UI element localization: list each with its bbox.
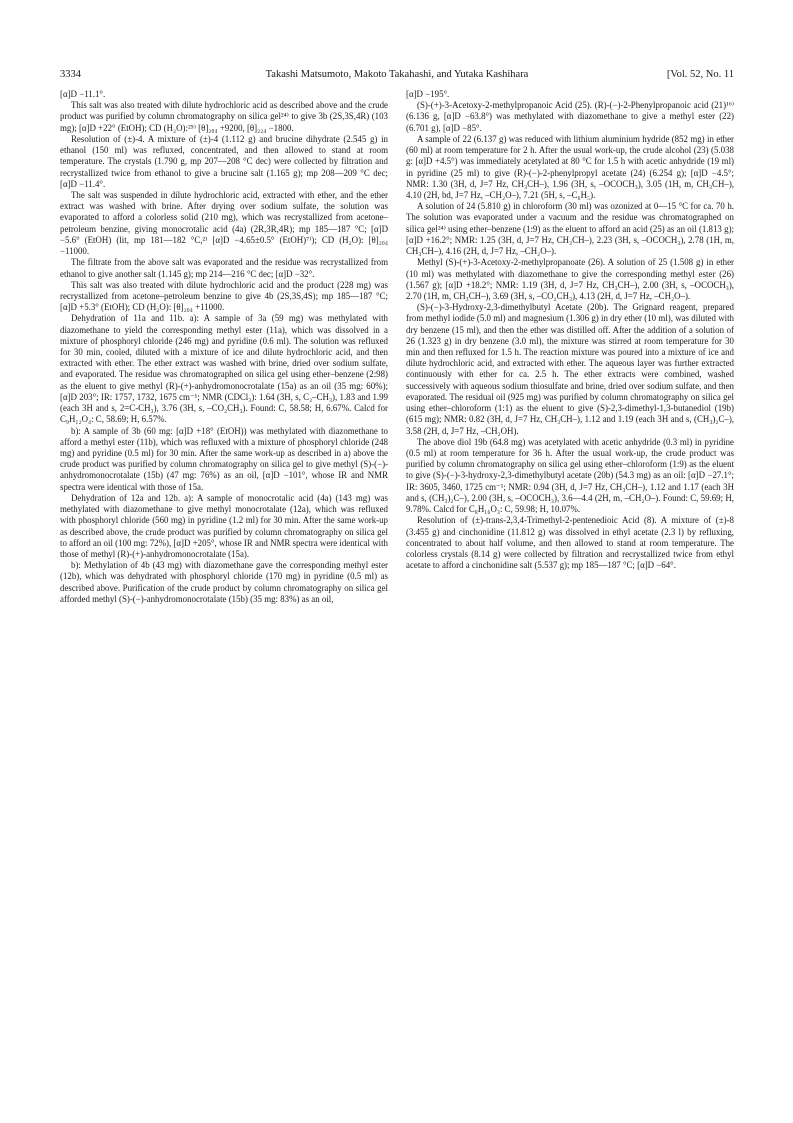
running-authors: Takashi Matsumoto, Makoto Takahashi, and Yutaka Kashihara (265, 69, 529, 80)
paragraph: [α]D −11.1°. (60, 89, 106, 99)
left-column (60, 89, 388, 605)
paragraph: [α]D −195°. (406, 89, 450, 99)
paragraph: (S)-(+)-3-Acetoxy-2-methylpropanoic Acid (25). (R)-(−)-2-Phenylpropanoic acid (21)¹⁶⁾ (6.136 g, [α]D −63.8°) was methylated with diazomethane to give a methyl ester (22) (6.701 g), [α]D −85°. (406, 100, 734, 133)
paragraph: Resolution of (±)-trans-2,3,4-Trimethyl-2-pentenedioic Acid (8). A mixture of (±)-8 (3.455 g) and cinchonidine (11.812 g) was dissolved in ethyl acetate (2.3 l) by refluxing, concentrated to about half volume, and then allowed to stand at room temperature. The colorless crystals (8.14 g) were collected by filtration and recrystallized twice from ethyl acetate to afford a cinchonidine salt (5.537 g); mp 185—187 °C; [α]D −64°. (406, 515, 734, 571)
paragraph: The filtrate from the above salt was evaporated and the residue was recrystallized from ethanol to give another salt (1.145 g); mp 214—216 °C dec; [α]D −32°. (60, 257, 388, 279)
paragraph: Resolution of (±)-4. A mixture of (±)-4 (1.112 g) and brucine dihydrate (2.545 g) in ethanol (150 ml) was refluxed, concentrated, and then allowed to stand at room temperature. The crystals (1.790 g, mp 207—208 °C dec) were collected by filtration and recrystallized twice from ethanol to give a brucine salt (1.165 g); mp 208—209 °C dec; [α]D −11.4°. (60, 133, 388, 189)
paragraph: A solution of 24 (5.810 g) in chloroform (30 ml) was ozonized at 0—15 °C for ca. 70 h. The solution was evaporated under a vacuum and the residue was chromatographed on silica gel²⁴⁾ using ether–benzene (1:9) as the eluent to afford an acid (25) as an oil (1.813 g); [α]D +16.2°; NMR: 1.25 (3H, d, J=7 Hz, CH₃CH–), 2.23 (3H, s, –OCOCH₃), 2.78 (1H, m, CH₃CH–), 4.16 (2H, d, J=7 Hz, –CH₂O–). (406, 201, 734, 257)
paragraph: b): A sample of 3b (60 mg: [α]D +18° (EtOH)) was methylated with diazomethane to afford a methyl ester (11b), which was refluxed with a mixture of phosphoryl chloride (248 mg) and pyridine (0.5 ml) for 30 min. After the same work-up as described in a) above the crude product was purified by column chromatography on silica gel to give methyl (S)-(−)-anhydromonocrotalate (15b) (47 mg: 76%) as an oil, [α]D −101°, whose IR and NMR spectra were identical with those of 15a. (60, 425, 388, 492)
paragraph: Dehydration of 12a and 12b. a): A sample of monocrotalic acid (4a) (143 mg) was methylated with diazomethane to give methyl monocrotalate (12a), which was refluxed with phosphoryl chloride (560 mg) in pyridine (1.2 ml) for 30 min. After the same work-up as described above, the crude product was purified by column chromatography on silica gel to afford an oil (100 mg: 72%), [α]D +205°, whose IR and NMR spectra were identical with those of methyl (R)-(+)-anhydromonocrotalate (15a). (60, 492, 388, 559)
page-number: 3334 (60, 69, 81, 80)
paragraph: This salt was also treated with dilute hydrochloric acid as described above and the crude product was purified by column chromatography on silica gel²⁴⁾ to give 3b (2S,3S,4R) (103 mg); [α]D +22° (EtOH); CD (H₂O):²⁵⁾ [θ]₂₀₄ +9200, [θ]₂₂₄ −1800. (60, 100, 388, 133)
paragraph: A sample of 22 (6.137 g) was reduced with lithium aluminium hydride (852 mg) in ether (60 ml) at room temperature for 2 h. After the usual work-up, the crude alcohol (23) (5.038 g: [α]D +4.5°) was immediately acetylated at 80 °C for 1.5 h with acetic anhydride (19 ml) in pyridine (25 ml) to give (R)-(−)-2-phenylpropyl acetate (24) (6.254 g); [α]D −4.5°; NMR: 1.30 (3H, d, J=7 Hz, CH₃CH–), 1.96 (3H, s, –OCOCH₃), 3.05 (1H, m, CH₃CH–), 4.10 (2H, bd, J=7 Hz, –CH₂O–), 7.21 (5H, s, –C₆H₅). (406, 133, 734, 200)
paragraph: Dehydration of 11a and 11b. a): A sample of 3a (59 mg) was methylated with diazomethane to yield the corresponding methyl ester (11a), which was dissolved in a mixture of phosphoryl chloride (246 mg) and pyridine (0.6 ml). The solution was refluxed for 30 min, cooled, diluted with a mixture of ice and dilute hydrochloric acid, and then extracted with ether. The ether extract was washed with brine, dried over sodium sulfate, and evaporated. The residue was chromatographed on silica gel using ether–benzene (2:98) as the eluent to give methyl (R)-(+)-anhydromonocrotalate (15a) as an oil (35 mg: 60%); [α]D 203°; IR: 1757, 1732, 1675 cm⁻¹; NMR (CDCl₃): 1.64 (3H, s, C₂–CH₃), 1.83 and 1.99 (each 3H and s, 2=C-CH₃), 3.76 (3H, s, –CO₂CH₃). Found: C, 58.58; H, 6.67%. Calcd for C₉H₁₂O₄: C, 58.69; H, 6.57%. (60, 313, 388, 425)
paragraph: (S)-(−)-3-Hydroxy-2,3-dimethylbutyl Acetate (20b). The Grignard reagent, prepared from methyl iodide (5.0 ml) and magnesium (1.306 g) in dry ether (10 ml), was diluted with dry benzene (15 ml), and then the ether was distilled off. After the addition of a solution of 26 (1.323 g) in dry benzene (3.0 ml), the mixture was stirred at room temperature for 30 min and then refluxed for 1.5 h. The reaction mixture was poured into a mixture of ice and dilute hydrochloric acid, and extracted with ether. The aqueous layer was further extracted continuously with ether for ca. 2.5 h. The ether extracts were combined, washed successively with aqueous sodium thiosulfate and brine, dried over sodium sulfate, and then evaporated. The residual oil (925 mg) was purified by column chromatography on silica gel using ether–chloroform (1:1) as the eluent to give (S)-2,3-dimethyl-1,3-butanediol (19b) (615 mg); NMR: 0.82 (3H, d, J=7 Hz, CH₃CH–), 1.12 and 1.19 (each 3H and s, (CH₃)₂C–), 3.58 (2H, d, J=7 Hz, –CH₂OH). (406, 302, 734, 436)
paragraph: Methyl (S)-(+)-3-Acetoxy-2-methylpropanoate (26). A solution of 25 (1.508 g) in ether (10 ml) was methylated with diazomethane to give the corresponding methyl ester (26) (1.567 g); [α]D +18.2°; NMR: 1.19 (3H, d, J=7 Hz, CH₃CH–), 2.00 (3H, s, –OCOCH₃), 2.70 (1H, m, CH₃CH–), 3.69 (3H, s, –CO₂CH₃), 4.13 (2H, d, J=7 Hz, –CH₂O–). (406, 257, 734, 301)
paragraph: b): Methylation of 4b (43 mg) with diazomethane gave the corresponding methyl ester (12b), which was dehydrated with phosphoryl chloride (170 mg) in pyridine (0.5 ml) as described above. Purification of the crude product by column chromatography on silica gel afforded methyl (S)-(−)-anhydromonocrotalate (15b) (35 mg: 83%) as an oil, (60, 560, 388, 604)
right-column (406, 89, 734, 571)
paragraph: The above diol 19b (64.8 mg) was acetylated with acetic anhydride (0.3 ml) in pyridine (0.5 ml) at room temperature for 36 h. After the usual work-up, the crude product was purified by column chromatography on silica gel using ether–chloroform (1:9) as the eluent to give (S)-(−)-3-hydroxy-2,3-dimethylbutyl acetate (20b) (54.3 mg) as an oil: [α]D −27.1°; IR: 3605, 3460, 1725 cm⁻¹; NMR: 0.94 (3H, d, J=7 Hz, CH₃CH–), 1.12 and 1.17 (each 3H and s, (CH₃)₂C–), 2.00 (3H, s, –OCOCH₃), 3.6—4.4 (2H, m, –CH₂O–). Found: C, 59.69; H, 9.78%. Calcd for C₈H₁₆O₃: C, 59.98; H, 10.07%. (406, 436, 734, 515)
paragraph: This salt was also treated with dilute hydrochloric acid and the product (228 mg) was recrystallized from acetone–petroleum benzine to give 4b (2S,3S,4S); mp 185—187 °C; [α]D +5.3° (EtOH); CD (H₂O): [θ]₂₀₄ +11000. (60, 279, 388, 313)
paragraph: The salt was suspended in dilute hydrochloric acid, extracted with ether, and the ether extract was washed with brine. After drying over sodium sulfate, the solution was evaporated to afford a colorless solid (210 mg), which was recrystallized from acetone–petroleum benzine, giving monocrotalic acid (4a) (2R,3R,4R); mp 185—187 °C; [α]D −5.6° (EtOH) (lit, mp 181—182 °C,²⁾ [α]D −4.65±0.5° (EtOH)⁷⁾); CD (H₂O): [θ]₂₀₄ −11000. (60, 189, 388, 257)
page-header (60, 68, 734, 82)
journal-volume: [Vol. 52, No. 11 (666, 69, 734, 80)
